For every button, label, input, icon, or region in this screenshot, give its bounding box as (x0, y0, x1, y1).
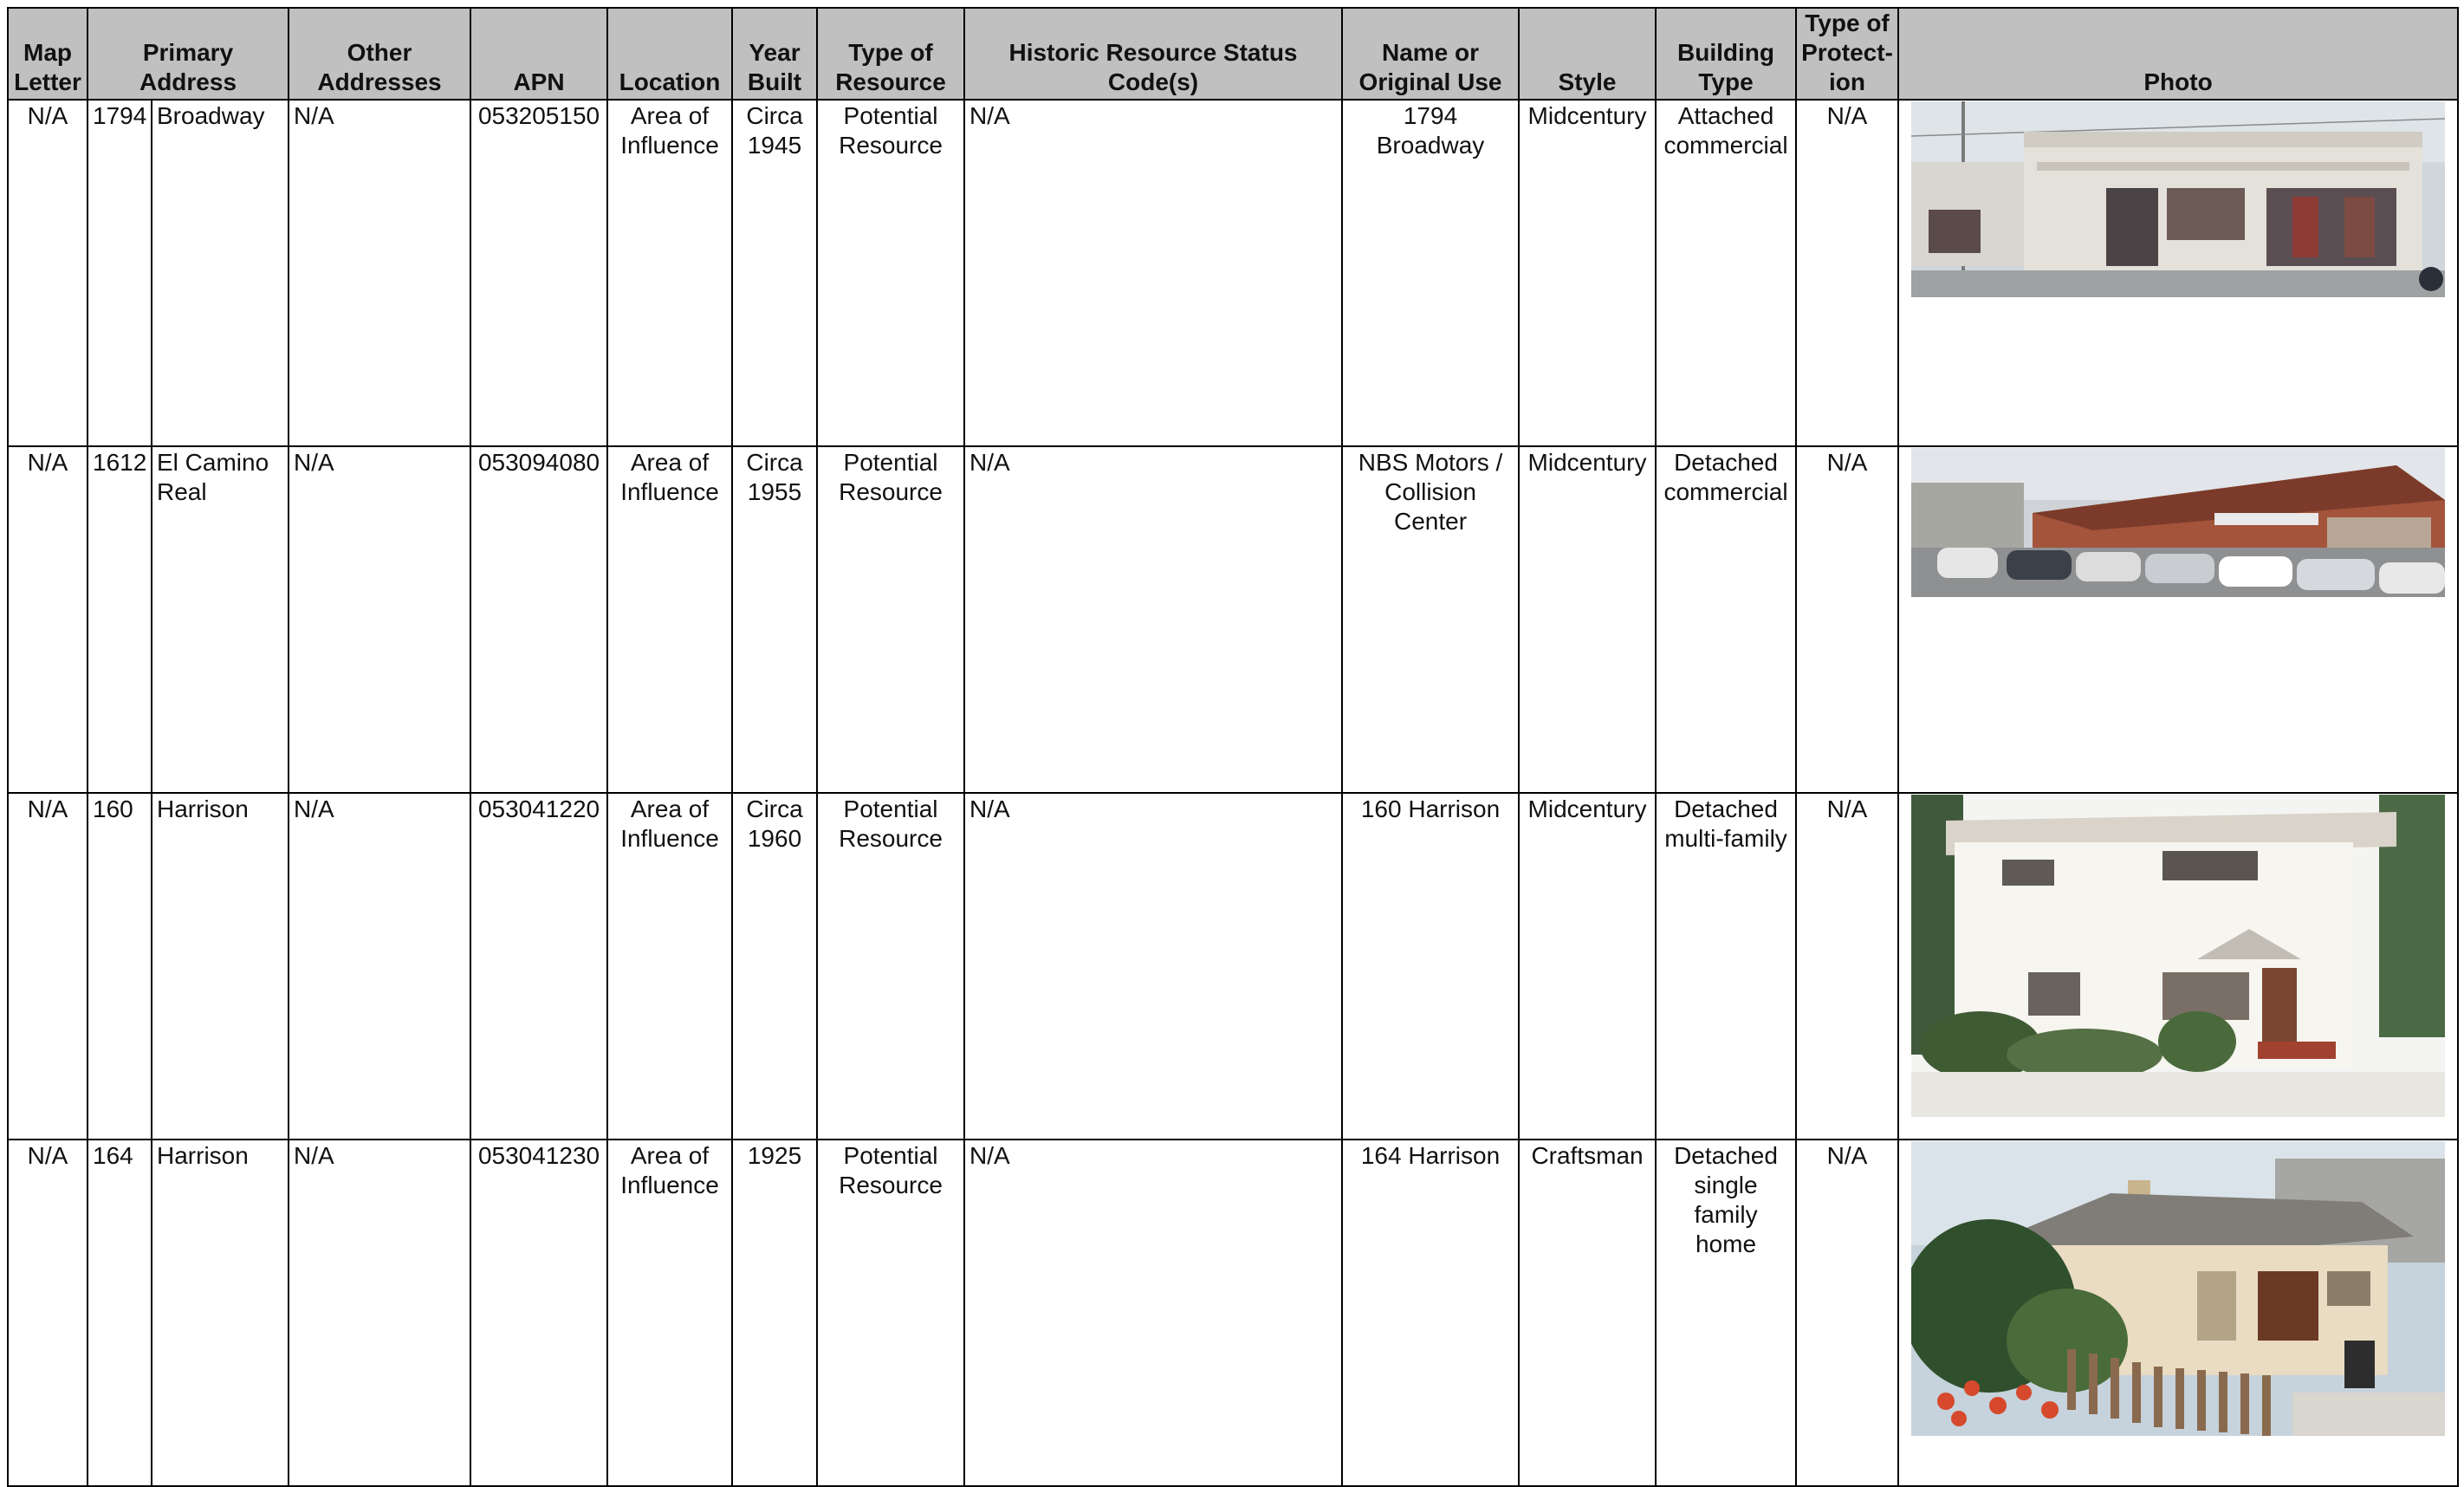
header-style: Style (1519, 8, 1656, 100)
craftsman-house-photo (1911, 1141, 2445, 1436)
name-or-use-cell: NBS Motors / Collision Center (1342, 446, 1519, 793)
year-built-cell: Circa 1955 (732, 446, 817, 793)
historic-status-cell: N/A (964, 446, 1342, 793)
map-letter-cell: N/A (8, 793, 88, 1140)
historic-status-cell: N/A (964, 1140, 1342, 1486)
header-location: Location (607, 8, 732, 100)
historic-status-cell: N/A (964, 793, 1342, 1140)
other-addresses-cell: N/A (289, 100, 470, 446)
type-of-resource-cell: Potential Resource (817, 1140, 964, 1486)
location-cell: Area of Influence (607, 446, 732, 793)
apn-cell: 053205150 (470, 100, 607, 446)
header-year-built: Year Built (732, 8, 817, 100)
style-cell: Midcentury (1519, 446, 1656, 793)
header-apn: APN (470, 8, 607, 100)
table-row (8, 446, 2458, 793)
name-or-use-cell: 1794 Broadway (1342, 100, 1519, 446)
type-of-protection-cell: N/A (1796, 100, 1898, 446)
type-of-protection-cell: N/A (1796, 793, 1898, 1140)
header-other-addresses: Other Addresses (289, 8, 470, 100)
other-addresses-cell: N/A (289, 446, 470, 793)
photo-cell (1898, 446, 2458, 793)
building-type-cell: Detached commercial (1656, 446, 1796, 793)
address-street-cell: El Camino Real (152, 446, 289, 793)
map-letter-cell: N/A (8, 100, 88, 446)
header-historic-status: Historic Resource Status Code(s) (964, 8, 1342, 100)
address-number-cell: 160 (88, 793, 152, 1140)
photo-cell (1898, 1140, 2458, 1486)
other-addresses-cell: N/A (289, 1140, 470, 1486)
building-type-cell: Detached multi-family (1656, 793, 1796, 1140)
location-cell: Area of Influence (607, 793, 732, 1140)
inventory-sheet (7, 7, 2457, 1480)
address-street-cell: Broadway (152, 100, 289, 446)
header-primary-address: Primary Address (88, 8, 289, 100)
type-of-resource-cell: Potential Resource (817, 446, 964, 793)
historic-status-cell: N/A (964, 100, 1342, 446)
year-built-cell: Circa 1960 (732, 793, 817, 1140)
location-cell: Area of Influence (607, 100, 732, 446)
header-type-of-protection: Type of Protect-ion (1796, 8, 1898, 100)
photo-cell (1898, 100, 2458, 446)
header-type-of-resource: Type of Resource (817, 8, 964, 100)
map-letter-cell: N/A (8, 1140, 88, 1486)
style-cell: Midcentury (1519, 100, 1656, 446)
header-name-or-use: Name or Original Use (1342, 8, 1519, 100)
address-number-cell: 1794 (88, 100, 152, 446)
building-type-cell: Detached single family home (1656, 1140, 1796, 1486)
header-photo: Photo (1898, 8, 2458, 100)
apn-cell: 053041230 (470, 1140, 607, 1486)
type-of-resource-cell: Potential Resource (817, 100, 964, 446)
name-or-use-cell: 160 Harrison (1342, 793, 1519, 1140)
type-of-resource-cell: Potential Resource (817, 793, 964, 1140)
address-street-cell: Harrison (152, 1140, 289, 1486)
historic-resource-table (7, 7, 2459, 1487)
auto-shop-photo (1911, 448, 2445, 597)
style-cell: Midcentury (1519, 793, 1656, 1140)
name-or-use-cell: 164 Harrison (1342, 1140, 1519, 1486)
multi-family-house-photo (1911, 795, 2445, 1117)
header-row (8, 8, 2458, 100)
photo-cell (1898, 793, 2458, 1140)
other-addresses-cell: N/A (289, 793, 470, 1140)
table-row (8, 1140, 2458, 1486)
address-number-cell: 164 (88, 1140, 152, 1486)
apn-cell: 053094080 (470, 446, 607, 793)
header-map-letter: Map Letter (8, 8, 88, 100)
style-cell: Craftsman (1519, 1140, 1656, 1486)
table-row (8, 100, 2458, 446)
header-building-type: Building Type (1656, 8, 1796, 100)
building-type-cell: Attached commercial (1656, 100, 1796, 446)
year-built-cell: Circa 1945 (732, 100, 817, 446)
year-built-cell: 1925 (732, 1140, 817, 1486)
address-street-cell: Harrison (152, 793, 289, 1140)
map-letter-cell: N/A (8, 446, 88, 793)
type-of-protection-cell: N/A (1796, 1140, 1898, 1486)
apn-cell: 053041220 (470, 793, 607, 1140)
commercial-building-photo (1911, 101, 2445, 297)
address-number-cell: 1612 (88, 446, 152, 793)
type-of-protection-cell: N/A (1796, 446, 1898, 793)
location-cell: Area of Influence (607, 1140, 732, 1486)
table-row (8, 793, 2458, 1140)
